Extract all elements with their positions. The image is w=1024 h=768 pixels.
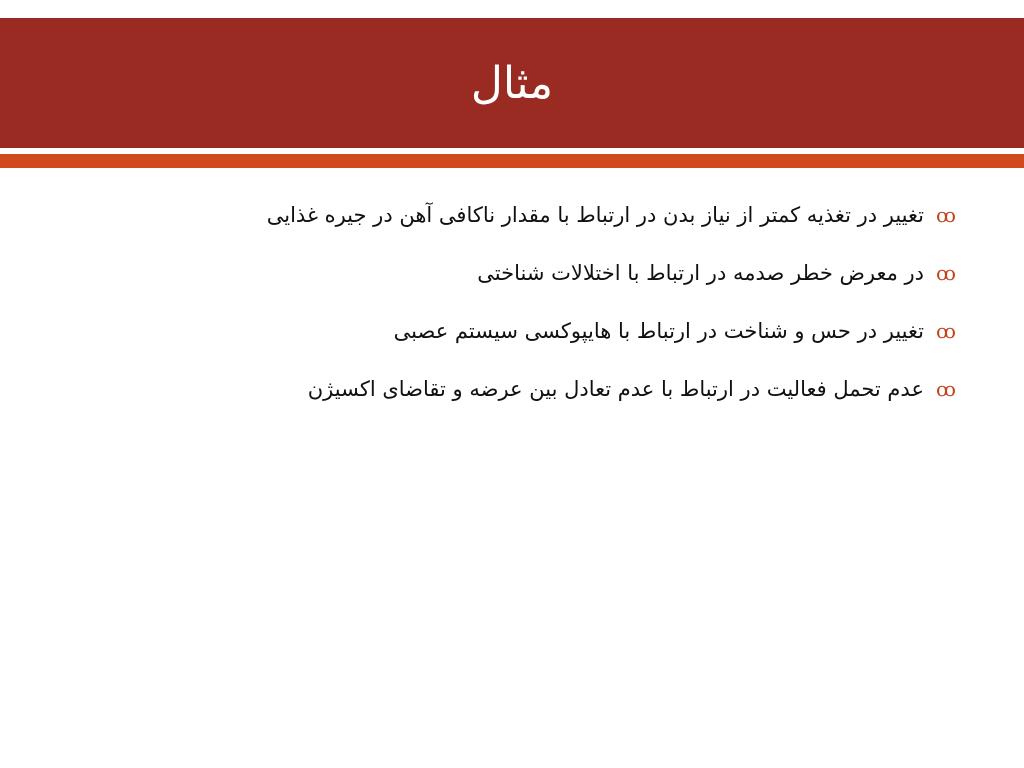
bullet-item: [60, 244, 960, 302]
bullet-item: [60, 186, 960, 244]
accent-bar: [0, 154, 1024, 168]
bullet-item: [60, 360, 960, 418]
bullet-text: تغییر در تغذیه کمتر از نیاز بدن در ارتباط با مقدار ناکافی آهن در جیره غذایی: [266, 203, 924, 227]
bullet-ornament-icon: ꝏ: [936, 319, 956, 343]
bullet-text: عدم تحمل فعالیت در ارتباط با عدم تعادل بین عرضه و تقاضای اکسیژن: [307, 377, 924, 401]
bullet-ornament-icon: ꝏ: [936, 203, 956, 227]
bullet-ornament-icon: ꝏ: [936, 261, 956, 285]
bullet-item: [60, 302, 960, 360]
bullet-text: در معرض خطر صدمه در ارتباط با اختلالات شناختی: [477, 261, 924, 285]
bullet-ornament-icon: ꝏ: [936, 377, 956, 401]
slide-title: مثال: [470, 57, 554, 109]
title-band: [0, 18, 1024, 148]
bullet-text: تغییر در حس و شناخت در ارتباط با هایپوکسی سیستم عصبی: [393, 319, 924, 343]
bullet-list: [60, 186, 960, 418]
